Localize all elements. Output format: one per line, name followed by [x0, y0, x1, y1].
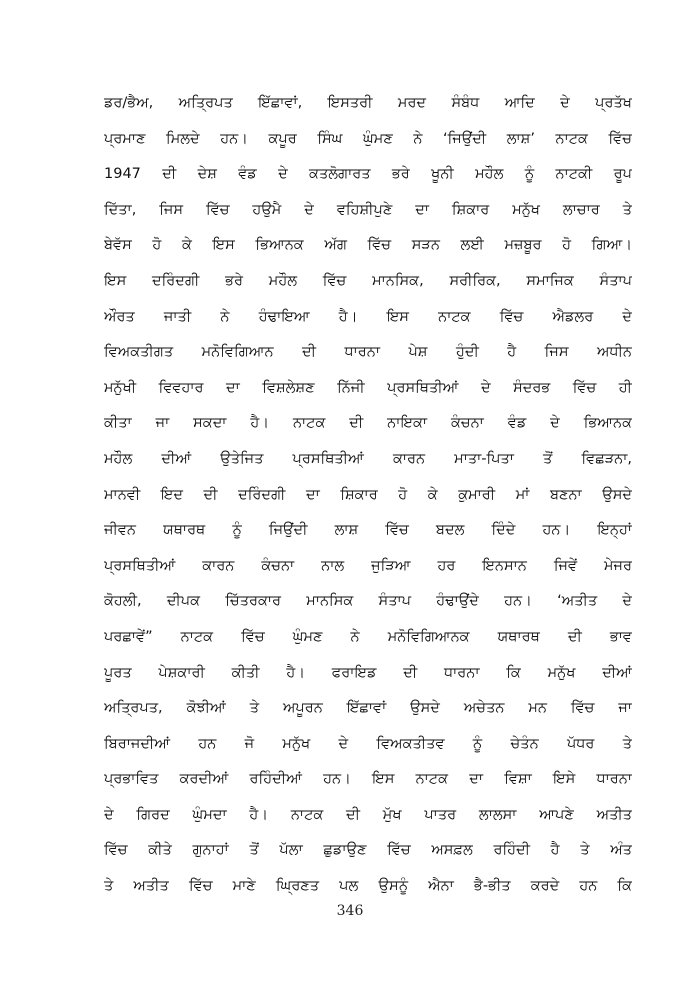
text-line: ਅਤ੍ਰਿਪਤ, ਕੋਝੀਆਂ ਤੇ ਅਪੂਰਨ ਇੱਛਾਵਾਂ ਉਸਦੇ ਅਚੇਤਨ ਮਨ ਵਿੱਚ ਜਾ [104, 700, 632, 717]
text-line: ਪੂਰਤ ਪੇਸ਼ਕਾਰੀ ਕੀਤੀ ਹੈ। ਫਰਾਇਡ ਦੀ ਧਾਰਨਾ ਕਿ ਮਨੁੱਖ ਦੀਆਂ [104, 664, 632, 681]
text-line: ਇਸ ਦਰਿੰਦਗੀ ਭਰੇ ਮਹੌਲ ਵਿੱਚ ਮਾਨਸਿਕ, ਸਰੀਰਿਕ, ਸਮਾਜਿਕ ਸੰਤਾਪ [104, 272, 632, 289]
text-line: ਮਨੁੱਖੀ ਵਿਵਹਾਰ ਦਾ ਵਿਸ਼ਲੇਸ਼ਣ ਨਿੱਜੀ ਪ੍ਰਸਥਿਤੀਆਂ ਦੇ ਸੰਦਰਭ ਵਿੱਚ ਹੀ [104, 379, 632, 396]
text-line: ਦਿੱਤਾ, ਜਿਸ ਵਿੱਚ ਹਉਮੈ ਦੇ ਵਹਿਸ਼ੀਪੁਣੇ ਦਾ ਸ਼ਿਕਾਰ ਮਨੁੱਖ ਲਾਚਾਰ ਤੇ [104, 201, 632, 218]
text-line: ਮਹੌਲ ਦੀਆਂ ਉਤੇਜਿਤ ਪ੍ਰਸਥਿਤੀਆਂ ਕਾਰਨ ਮਾਤਾ-ਪਿਤਾ ਤੋਂ ਵਿਛੜਨਾ, [104, 450, 632, 467]
text-line: ਜੀਵਨ ਯਥਾਰਥ ਨੂੰ ਜਿਉਂਦੀ ਲਾਸ਼ ਵਿੱਚ ਬਦਲ ਦਿੰਦੇ ਹਨ। ਇਨ੍ਹਾਂ [104, 522, 632, 539]
text-line: ਬੇਵੱਸ ਹੋ ਕੇ ਇਸ ਭਿਆਨਕ ਅੱਗ ਵਿੱਚ ਸੜਨ ਲਈ ਮਜ਼ਬੂਰ ਹੋ ਗਿਆ। [104, 237, 632, 254]
text-line: ਪ੍ਰਸਥਿਤੀਆਂ ਕਾਰਨ ਕੰਚਨਾ ਨਾਲ ਜੁੜਿਆ ਹਰ ਇਨਸਾਨ ਜਿਵੇਂ ਮੇਜਰ [104, 557, 632, 574]
text-line: ਪ੍ਰਮਾਣ ਮਿਲਦੇ ਹਨ। ਕਪੂਰ ਸਿੰਘ ਘੁੰਮਣ ਨੇ ‘ਜਿਉਂਦੀ ਲਾਸ਼’ ਨਾਟਕ ਵਿੱਚ [104, 130, 632, 147]
text-line: ਕੋਹਲੀ, ਦੀਪਕ ਚਿੱਤਰਕਾਰ ਮਾਨਸਿਕ ਸੰਤਾਪ ਹੰਢਾਉਂਦੇ ਹਨ। ‘ਅਤੀਤ ਦੇ [104, 593, 632, 610]
text-line: ਕੀਤਾ ਜਾ ਸਕਦਾ ਹੈ। ਨਾਟਕ ਦੀ ਨਾਇਕਾ ਕੰਚਨਾ ਵੰਡ ਦੇ ਭਿਆਨਕ [104, 415, 632, 432]
text-line: ਮਾਨਵੀ ਇਦ ਦੀ ਦਰਿੰਦਗੀ ਦਾ ਸ਼ਿਕਾਰ ਹੋ ਕੇ ਕੁਮਾਰੀ ਮਾਂ ਬਣਨਾ ਉਸਦੇ [104, 486, 632, 503]
text-line: ਦੇ ਗਿਰਦ ਘੁੰਮਦਾ ਹੈ। ਨਾਟਕ ਦੀ ਮੁੱਖ ਪਾਤਰ ਲਾਲਸਾ ਆਪਣੇ ਅਤੀਤ [104, 806, 632, 823]
text-line: ਤੇ ਅਤੀਤ ਵਿੱਚ ਮਾਣੇ ਘ੍ਰਿਣਤ ਪਲ ਉਸਨੂੰ ਐਨਾ ਭੈ-ਭੀਤ ਕਰਦੇ ਹਨ ਕਿ [104, 878, 632, 895]
text-line: ਪ੍ਰਭਾਵਿਤ ਕਰਦੀਆਂ ਰਹਿੰਦੀਆਂ ਹਨ। ਇਸ ਨਾਟਕ ਦਾ ਵਿਸ਼ਾ ਇਸੇ ਧਾਰਨਾ [104, 771, 632, 788]
page-number: 346 [336, 903, 364, 919]
text-line: ਡਰ/ਭੈਅ, ਅਤ੍ਰਿਪਤ ਇੱਛਾਵਾਂ, ਇਸਤਰੀ ਮਰਦ ਸੰਬੰਧ ਆਦਿ ਦੇ ਪ੍ਰਤੱਖ [104, 95, 632, 111]
text-line: ਪਰਛਾਵੇਂ” ਨਾਟਕ ਵਿੱਚ ਘੁੰਮਣ ਨੇ ਮਨੋਵਿਗਿਆਨਕ ਯਥਾਰਥ ਦੀ ਭਾਵ [104, 628, 632, 645]
text-line: ਵਿਅਕਤੀਗਤ ਮਨੋਵਿਗਿਆਨ ਦੀ ਧਾਰਨਾ ਪੇਸ਼ ਹੁੰਦੀ ਹੈ ਜਿਸ ਅਧੀਨ [104, 344, 632, 361]
text-line: ਔਰਤ ਜਾਤੀ ਨੇ ਹੰਢਾਇਆ ਹੈ। ਇਸ ਨਾਟਕ ਵਿੱਚ ਐਡਲਰ ਦੇ [104, 308, 632, 325]
text-line: 1947 ਦੀ ਦੇਸ਼ ਵੰਡ ਦੇ ਕਤਲੋਗਾਰਤ ਭਰੇ ਖੂਨੀ ਮਹੌਲ ਨੂੰ ਨਾਟਕੀ ਰੂਪ [104, 166, 632, 183]
text-line: ਵਿੱਚ ਕੀਤੇ ਗੁਨਾਹਾਂ ਤੋਂ ਪੱਲਾ ਛੁਡਾਉਣ ਵਿੱਚ ਅਸਫ਼ਲ ਰਹਿੰਦੀ ਹੈ ਤੇ ਅੰਤ [104, 842, 632, 859]
text-line: ਬਿਰਾਜਦੀਆਂ ਹਨ ਜੋ ਮਨੁੱਖ ਦੇ ਵਿਅਕਤੀਤਵ ਨੂੰ ਚੇਤੰਨ ਪੱਧਰ ਤੇ [104, 735, 632, 752]
body-text [104, 86, 632, 905]
